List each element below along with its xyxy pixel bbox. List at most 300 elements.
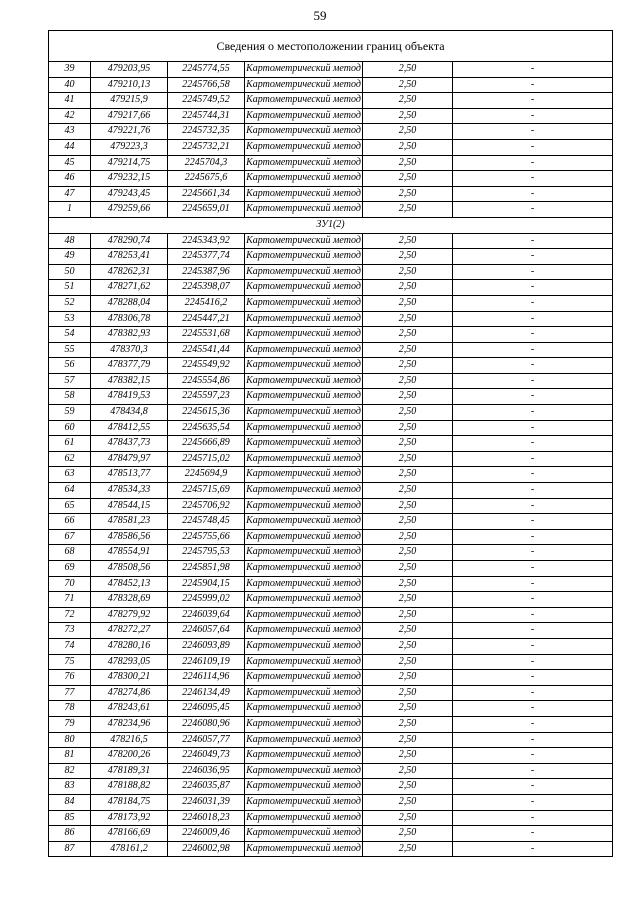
determination-method-cell: Картометрический метод — [245, 483, 363, 499]
point-number-cell: 42 — [49, 108, 91, 124]
table-row — [49, 607, 613, 623]
coord-y-cell: 2245659,01 — [168, 202, 245, 218]
point-number-cell: 74 — [49, 638, 91, 654]
table-row — [49, 405, 613, 421]
coord-x-cell: 478288,04 — [91, 295, 168, 311]
point-description-cell: - — [453, 732, 613, 748]
point-description-cell: - — [453, 436, 613, 452]
table-row — [49, 327, 613, 343]
coord-x-cell: 478419,53 — [91, 389, 168, 405]
point-description-cell: - — [453, 186, 613, 202]
determination-method-cell: Картометрический метод — [245, 545, 363, 561]
coord-y-cell: 2245748,45 — [168, 514, 245, 530]
coord-x-cell: 478377,79 — [91, 358, 168, 374]
coord-x-cell: 478184,75 — [91, 794, 168, 810]
point-description-cell: - — [453, 748, 613, 764]
determination-method-cell: Картометрический метод — [245, 311, 363, 327]
coord-y-cell: 2246009,46 — [168, 826, 245, 842]
determination-method-cell: Картометрический метод — [245, 342, 363, 358]
coord-x-cell: 479259,66 — [91, 202, 168, 218]
determination-method-cell: Картометрический метод — [245, 701, 363, 717]
precision-value-cell: 2,50 — [363, 498, 453, 514]
coord-x-cell: 478279,92 — [91, 607, 168, 623]
point-description-cell: - — [453, 716, 613, 732]
coord-y-cell: 2246036,95 — [168, 763, 245, 779]
coord-y-cell: 2245732,21 — [168, 139, 245, 155]
table-row — [49, 373, 613, 389]
table-row — [49, 529, 613, 545]
coord-y-cell: 2245675,6 — [168, 171, 245, 187]
determination-method-cell: Картометрический метод — [245, 249, 363, 265]
precision-value-cell: 2,50 — [363, 670, 453, 686]
determination-method-cell: Картометрический метод — [245, 794, 363, 810]
point-description-cell: - — [453, 592, 613, 608]
coord-x-cell: 478437,73 — [91, 436, 168, 452]
coord-x-cell: 478161,2 — [91, 841, 168, 857]
point-description-cell: - — [453, 654, 613, 670]
determination-method-cell: Картометрический метод — [245, 155, 363, 171]
determination-method-cell: Картометрический метод — [245, 405, 363, 421]
determination-method-cell: Картометрический метод — [245, 763, 363, 779]
point-description-cell: - — [453, 295, 613, 311]
precision-value-cell: 2,50 — [363, 389, 453, 405]
precision-value-cell: 2,50 — [363, 545, 453, 561]
precision-value-cell: 2,50 — [363, 607, 453, 623]
table-row — [49, 716, 613, 732]
coord-y-cell: 2245704,3 — [168, 155, 245, 171]
precision-value-cell: 2,50 — [363, 748, 453, 764]
point-number-cell: 65 — [49, 498, 91, 514]
point-number-cell: 43 — [49, 124, 91, 140]
coord-x-cell: 479215,9 — [91, 93, 168, 109]
point-number-cell: 66 — [49, 514, 91, 530]
coord-x-cell: 478200,26 — [91, 748, 168, 764]
coord-x-cell: 478272,27 — [91, 623, 168, 639]
coord-y-cell: 2245706,92 — [168, 498, 245, 514]
determination-method-cell: Картометрический метод — [245, 77, 363, 93]
coord-y-cell: 2245666,89 — [168, 436, 245, 452]
point-number-cell: 68 — [49, 545, 91, 561]
point-number-cell: 85 — [49, 810, 91, 826]
table-row — [49, 794, 613, 810]
coord-x-cell: 478262,31 — [91, 264, 168, 280]
precision-value-cell: 2,50 — [363, 826, 453, 842]
coord-y-cell: 2246049,73 — [168, 748, 245, 764]
point-number-cell: 69 — [49, 561, 91, 577]
coord-y-cell: 2246039,64 — [168, 607, 245, 623]
section-row — [49, 217, 613, 233]
coord-y-cell: 2246134,49 — [168, 685, 245, 701]
determination-method-cell: Картометрический метод — [245, 514, 363, 530]
coord-y-cell: 2245715,02 — [168, 451, 245, 467]
coord-x-cell: 478328,69 — [91, 592, 168, 608]
precision-value-cell: 2,50 — [363, 576, 453, 592]
determination-method-cell: Картометрический метод — [245, 576, 363, 592]
precision-value-cell: 2,50 — [363, 233, 453, 249]
precision-value-cell: 2,50 — [363, 358, 453, 374]
precision-value-cell: 2,50 — [363, 327, 453, 343]
coord-x-cell: 478173,92 — [91, 810, 168, 826]
table-row — [49, 545, 613, 561]
table-row — [49, 576, 613, 592]
point-number-cell: 50 — [49, 264, 91, 280]
table-row — [49, 467, 613, 483]
precision-value-cell: 2,50 — [363, 529, 453, 545]
point-number-cell: 86 — [49, 826, 91, 842]
point-description-cell: - — [453, 794, 613, 810]
table-row — [49, 514, 613, 530]
precision-value-cell: 2,50 — [363, 794, 453, 810]
table-row — [49, 748, 613, 764]
point-description-cell: - — [453, 810, 613, 826]
determination-method-cell: Картометрический метод — [245, 654, 363, 670]
table-row — [49, 264, 613, 280]
point-description-cell: - — [453, 264, 613, 280]
point-number-cell: 60 — [49, 420, 91, 436]
coord-y-cell: 2245531,68 — [168, 327, 245, 343]
point-number-cell: 84 — [49, 794, 91, 810]
coord-y-cell: 2245447,21 — [168, 311, 245, 327]
coord-x-cell: 478188,82 — [91, 779, 168, 795]
determination-method-cell: Картометрический метод — [245, 124, 363, 140]
table-row — [49, 841, 613, 857]
table-row — [49, 389, 613, 405]
precision-value-cell: 2,50 — [363, 139, 453, 155]
point-number-cell: 49 — [49, 249, 91, 265]
point-description-cell: - — [453, 826, 613, 842]
determination-method-cell: Картометрический метод — [245, 841, 363, 857]
coord-x-cell: 478412,55 — [91, 420, 168, 436]
coord-x-cell: 478253,41 — [91, 249, 168, 265]
point-description-cell: - — [453, 498, 613, 514]
table-row — [49, 124, 613, 140]
precision-value-cell: 2,50 — [363, 264, 453, 280]
precision-value-cell: 2,50 — [363, 108, 453, 124]
coord-y-cell: 2246035,87 — [168, 779, 245, 795]
point-number-cell: 59 — [49, 405, 91, 421]
point-description-cell: - — [453, 139, 613, 155]
point-description-cell: - — [453, 77, 613, 93]
boundary-coordinates-table — [48, 30, 613, 857]
coord-x-cell: 478243,61 — [91, 701, 168, 717]
determination-method-cell: Картометрический метод — [245, 498, 363, 514]
precision-value-cell: 2,50 — [363, 810, 453, 826]
determination-method-cell: Картометрический метод — [245, 358, 363, 374]
point-description-cell: - — [453, 451, 613, 467]
coord-x-cell: 478216,5 — [91, 732, 168, 748]
precision-value-cell: 2,50 — [363, 701, 453, 717]
coord-x-cell: 479214,75 — [91, 155, 168, 171]
determination-method-cell: Картометрический метод — [245, 732, 363, 748]
determination-method-cell: Картометрический метод — [245, 171, 363, 187]
point-description-cell: - — [453, 576, 613, 592]
point-description-cell: - — [453, 108, 613, 124]
determination-method-cell: Картометрический метод — [245, 327, 363, 343]
coord-x-cell: 479221,76 — [91, 124, 168, 140]
coord-y-cell: 2245377,74 — [168, 249, 245, 265]
precision-value-cell: 2,50 — [363, 561, 453, 577]
coord-y-cell: 2246002,98 — [168, 841, 245, 857]
determination-method-cell: Картометрический метод — [245, 810, 363, 826]
table-row — [49, 295, 613, 311]
point-number-cell: 39 — [49, 62, 91, 78]
point-description-cell: - — [453, 405, 613, 421]
coord-x-cell: 478452,13 — [91, 576, 168, 592]
precision-value-cell: 2,50 — [363, 592, 453, 608]
determination-method-cell: Картометрический метод — [245, 436, 363, 452]
coord-x-cell: 478554,91 — [91, 545, 168, 561]
table-row — [49, 498, 613, 514]
point-description-cell: - — [453, 342, 613, 358]
determination-method-cell: Картометрический метод — [245, 716, 363, 732]
table-row — [49, 592, 613, 608]
precision-value-cell: 2,50 — [363, 405, 453, 421]
coord-y-cell: 2245549,92 — [168, 358, 245, 374]
coord-x-cell: 479232,15 — [91, 171, 168, 187]
point-number-cell: 81 — [49, 748, 91, 764]
coord-y-cell: 2245387,96 — [168, 264, 245, 280]
point-description-cell: - — [453, 638, 613, 654]
table-row — [49, 451, 613, 467]
precision-value-cell: 2,50 — [363, 311, 453, 327]
point-description-cell: - — [453, 670, 613, 686]
table-title: Сведения о местоположении границ объекта — [49, 31, 613, 62]
point-number-cell: 83 — [49, 779, 91, 795]
point-number-cell: 51 — [49, 280, 91, 296]
point-number-cell: 80 — [49, 732, 91, 748]
coord-y-cell: 2245694,9 — [168, 467, 245, 483]
coord-y-cell: 2246018,23 — [168, 810, 245, 826]
point-number-cell: 70 — [49, 576, 91, 592]
coord-x-cell: 478479,97 — [91, 451, 168, 467]
precision-value-cell: 2,50 — [363, 202, 453, 218]
point-description-cell: - — [453, 779, 613, 795]
coord-x-cell: 478513,77 — [91, 467, 168, 483]
precision-value-cell: 2,50 — [363, 763, 453, 779]
coord-y-cell: 2245774,55 — [168, 62, 245, 78]
coord-y-cell: 2245766,58 — [168, 77, 245, 93]
coord-x-cell: 478434,8 — [91, 405, 168, 421]
point-description-cell: - — [453, 389, 613, 405]
determination-method-cell: Картометрический метод — [245, 670, 363, 686]
table-body — [49, 31, 613, 857]
coord-y-cell: 2245732,35 — [168, 124, 245, 140]
table-row — [49, 420, 613, 436]
point-number-cell: 72 — [49, 607, 91, 623]
point-description-cell: - — [453, 607, 613, 623]
coord-y-cell: 2245715,69 — [168, 483, 245, 499]
point-description-cell: - — [453, 561, 613, 577]
coord-x-cell: 478290,74 — [91, 233, 168, 249]
precision-value-cell: 2,50 — [363, 280, 453, 296]
precision-value-cell: 2,50 — [363, 124, 453, 140]
point-description-cell: - — [453, 280, 613, 296]
point-description-cell: - — [453, 233, 613, 249]
determination-method-cell: Картометрический метод — [245, 295, 363, 311]
precision-value-cell: 2,50 — [363, 249, 453, 265]
coord-x-cell: 478189,31 — [91, 763, 168, 779]
table-row — [49, 311, 613, 327]
determination-method-cell: Картометрический метод — [245, 826, 363, 842]
precision-value-cell: 2,50 — [363, 155, 453, 171]
point-description-cell: - — [453, 545, 613, 561]
table-row — [49, 342, 613, 358]
point-number-cell: 45 — [49, 155, 91, 171]
coord-x-cell: 478300,21 — [91, 670, 168, 686]
point-number-cell: 58 — [49, 389, 91, 405]
coord-y-cell: 2245851,98 — [168, 561, 245, 577]
precision-value-cell: 2,50 — [363, 638, 453, 654]
precision-value-cell: 2,50 — [363, 467, 453, 483]
precision-value-cell: 2,50 — [363, 716, 453, 732]
table-row — [49, 685, 613, 701]
coord-x-cell: 478534,33 — [91, 483, 168, 499]
table-row — [49, 483, 613, 499]
table-row — [49, 280, 613, 296]
table-row — [49, 358, 613, 374]
point-number-cell: 71 — [49, 592, 91, 608]
coord-y-cell: 2246114,96 — [168, 670, 245, 686]
coord-y-cell: 2246080,96 — [168, 716, 245, 732]
precision-value-cell: 2,50 — [363, 295, 453, 311]
point-number-cell: 75 — [49, 654, 91, 670]
point-description-cell: - — [453, 623, 613, 639]
coord-y-cell: 2245541,44 — [168, 342, 245, 358]
table-row — [49, 436, 613, 452]
determination-method-cell: Картометрический метод — [245, 420, 363, 436]
point-description-cell: - — [453, 763, 613, 779]
coord-y-cell: 2246093,89 — [168, 638, 245, 654]
determination-method-cell: Картометрический метод — [245, 529, 363, 545]
coord-y-cell: 2245398,07 — [168, 280, 245, 296]
coord-x-cell: 478382,15 — [91, 373, 168, 389]
point-number-cell: 73 — [49, 623, 91, 639]
table-row — [49, 779, 613, 795]
determination-method-cell: Картометрический метод — [245, 139, 363, 155]
point-description-cell: - — [453, 483, 613, 499]
point-number-cell: 61 — [49, 436, 91, 452]
determination-method-cell: Картометрический метод — [245, 373, 363, 389]
table-row — [49, 623, 613, 639]
point-number-cell: 54 — [49, 327, 91, 343]
determination-method-cell: Картометрический метод — [245, 202, 363, 218]
point-description-cell: - — [453, 327, 613, 343]
determination-method-cell: Картометрический метод — [245, 233, 363, 249]
point-description-cell: - — [453, 171, 613, 187]
point-number-cell: 67 — [49, 529, 91, 545]
determination-method-cell: Картометрический метод — [245, 264, 363, 280]
point-number-cell: 76 — [49, 670, 91, 686]
coord-x-cell: 479203,95 — [91, 62, 168, 78]
coord-x-cell: 479210,13 — [91, 77, 168, 93]
point-description-cell: - — [453, 124, 613, 140]
point-number-cell: 1 — [49, 202, 91, 218]
coord-x-cell: 478370,3 — [91, 342, 168, 358]
coord-x-cell: 478382,93 — [91, 327, 168, 343]
coord-y-cell: 2245416,2 — [168, 295, 245, 311]
coord-x-cell: 478166,69 — [91, 826, 168, 842]
coord-y-cell: 2245554,86 — [168, 373, 245, 389]
table-row — [49, 732, 613, 748]
precision-value-cell: 2,50 — [363, 779, 453, 795]
point-description-cell: - — [453, 420, 613, 436]
table-row — [49, 826, 613, 842]
precision-value-cell: 2,50 — [363, 77, 453, 93]
point-number-cell: 53 — [49, 311, 91, 327]
coord-y-cell: 2245343,92 — [168, 233, 245, 249]
coord-x-cell: 478280,16 — [91, 638, 168, 654]
coord-x-cell: 478274,86 — [91, 685, 168, 701]
determination-method-cell: Картометрический метод — [245, 592, 363, 608]
coord-y-cell: 2245904,15 — [168, 576, 245, 592]
precision-value-cell: 2,50 — [363, 171, 453, 187]
coord-y-cell: 2245635,54 — [168, 420, 245, 436]
coord-y-cell: 2246057,64 — [168, 623, 245, 639]
table-title-row — [49, 31, 613, 62]
table-row — [49, 77, 613, 93]
precision-value-cell: 2,50 — [363, 732, 453, 748]
coord-x-cell: 479217,66 — [91, 108, 168, 124]
precision-value-cell: 2,50 — [363, 654, 453, 670]
determination-method-cell: Картометрический метод — [245, 623, 363, 639]
determination-method-cell: Картометрический метод — [245, 467, 363, 483]
point-number-cell: 82 — [49, 763, 91, 779]
coord-x-cell: 478508,56 — [91, 561, 168, 577]
coord-y-cell: 2246031,39 — [168, 794, 245, 810]
point-number-cell: 57 — [49, 373, 91, 389]
point-description-cell: - — [453, 311, 613, 327]
coord-y-cell: 2245795,53 — [168, 545, 245, 561]
precision-value-cell: 2,50 — [363, 93, 453, 109]
table-row — [49, 139, 613, 155]
table-row — [49, 561, 613, 577]
table-row — [49, 638, 613, 654]
determination-method-cell: Картометрический метод — [245, 62, 363, 78]
precision-value-cell: 2,50 — [363, 685, 453, 701]
table-row — [49, 155, 613, 171]
point-number-cell: 44 — [49, 139, 91, 155]
determination-method-cell: Картометрический метод — [245, 108, 363, 124]
point-number-cell: 78 — [49, 701, 91, 717]
table-row — [49, 93, 613, 109]
coord-y-cell: 2245744,31 — [168, 108, 245, 124]
determination-method-cell: Картометрический метод — [245, 748, 363, 764]
precision-value-cell: 2,50 — [363, 483, 453, 499]
precision-value-cell: 2,50 — [363, 623, 453, 639]
point-description-cell: - — [453, 358, 613, 374]
determination-method-cell: Картометрический метод — [245, 638, 363, 654]
point-number-cell: 87 — [49, 841, 91, 857]
coord-y-cell: 2245661,34 — [168, 186, 245, 202]
table-row — [49, 249, 613, 265]
point-number-cell: 46 — [49, 171, 91, 187]
coord-y-cell: 2245755,66 — [168, 529, 245, 545]
coord-x-cell: 478586,56 — [91, 529, 168, 545]
point-number-cell: 55 — [49, 342, 91, 358]
coord-y-cell: 2246057,77 — [168, 732, 245, 748]
precision-value-cell: 2,50 — [363, 373, 453, 389]
coord-y-cell: 2245749,52 — [168, 93, 245, 109]
point-number-cell: 56 — [49, 358, 91, 374]
table-row — [49, 186, 613, 202]
table-row — [49, 233, 613, 249]
coord-x-cell: 478271,62 — [91, 280, 168, 296]
table-row — [49, 171, 613, 187]
point-description-cell: - — [453, 841, 613, 857]
point-description-cell: - — [453, 93, 613, 109]
coord-x-cell: 478581,23 — [91, 514, 168, 530]
precision-value-cell: 2,50 — [363, 342, 453, 358]
